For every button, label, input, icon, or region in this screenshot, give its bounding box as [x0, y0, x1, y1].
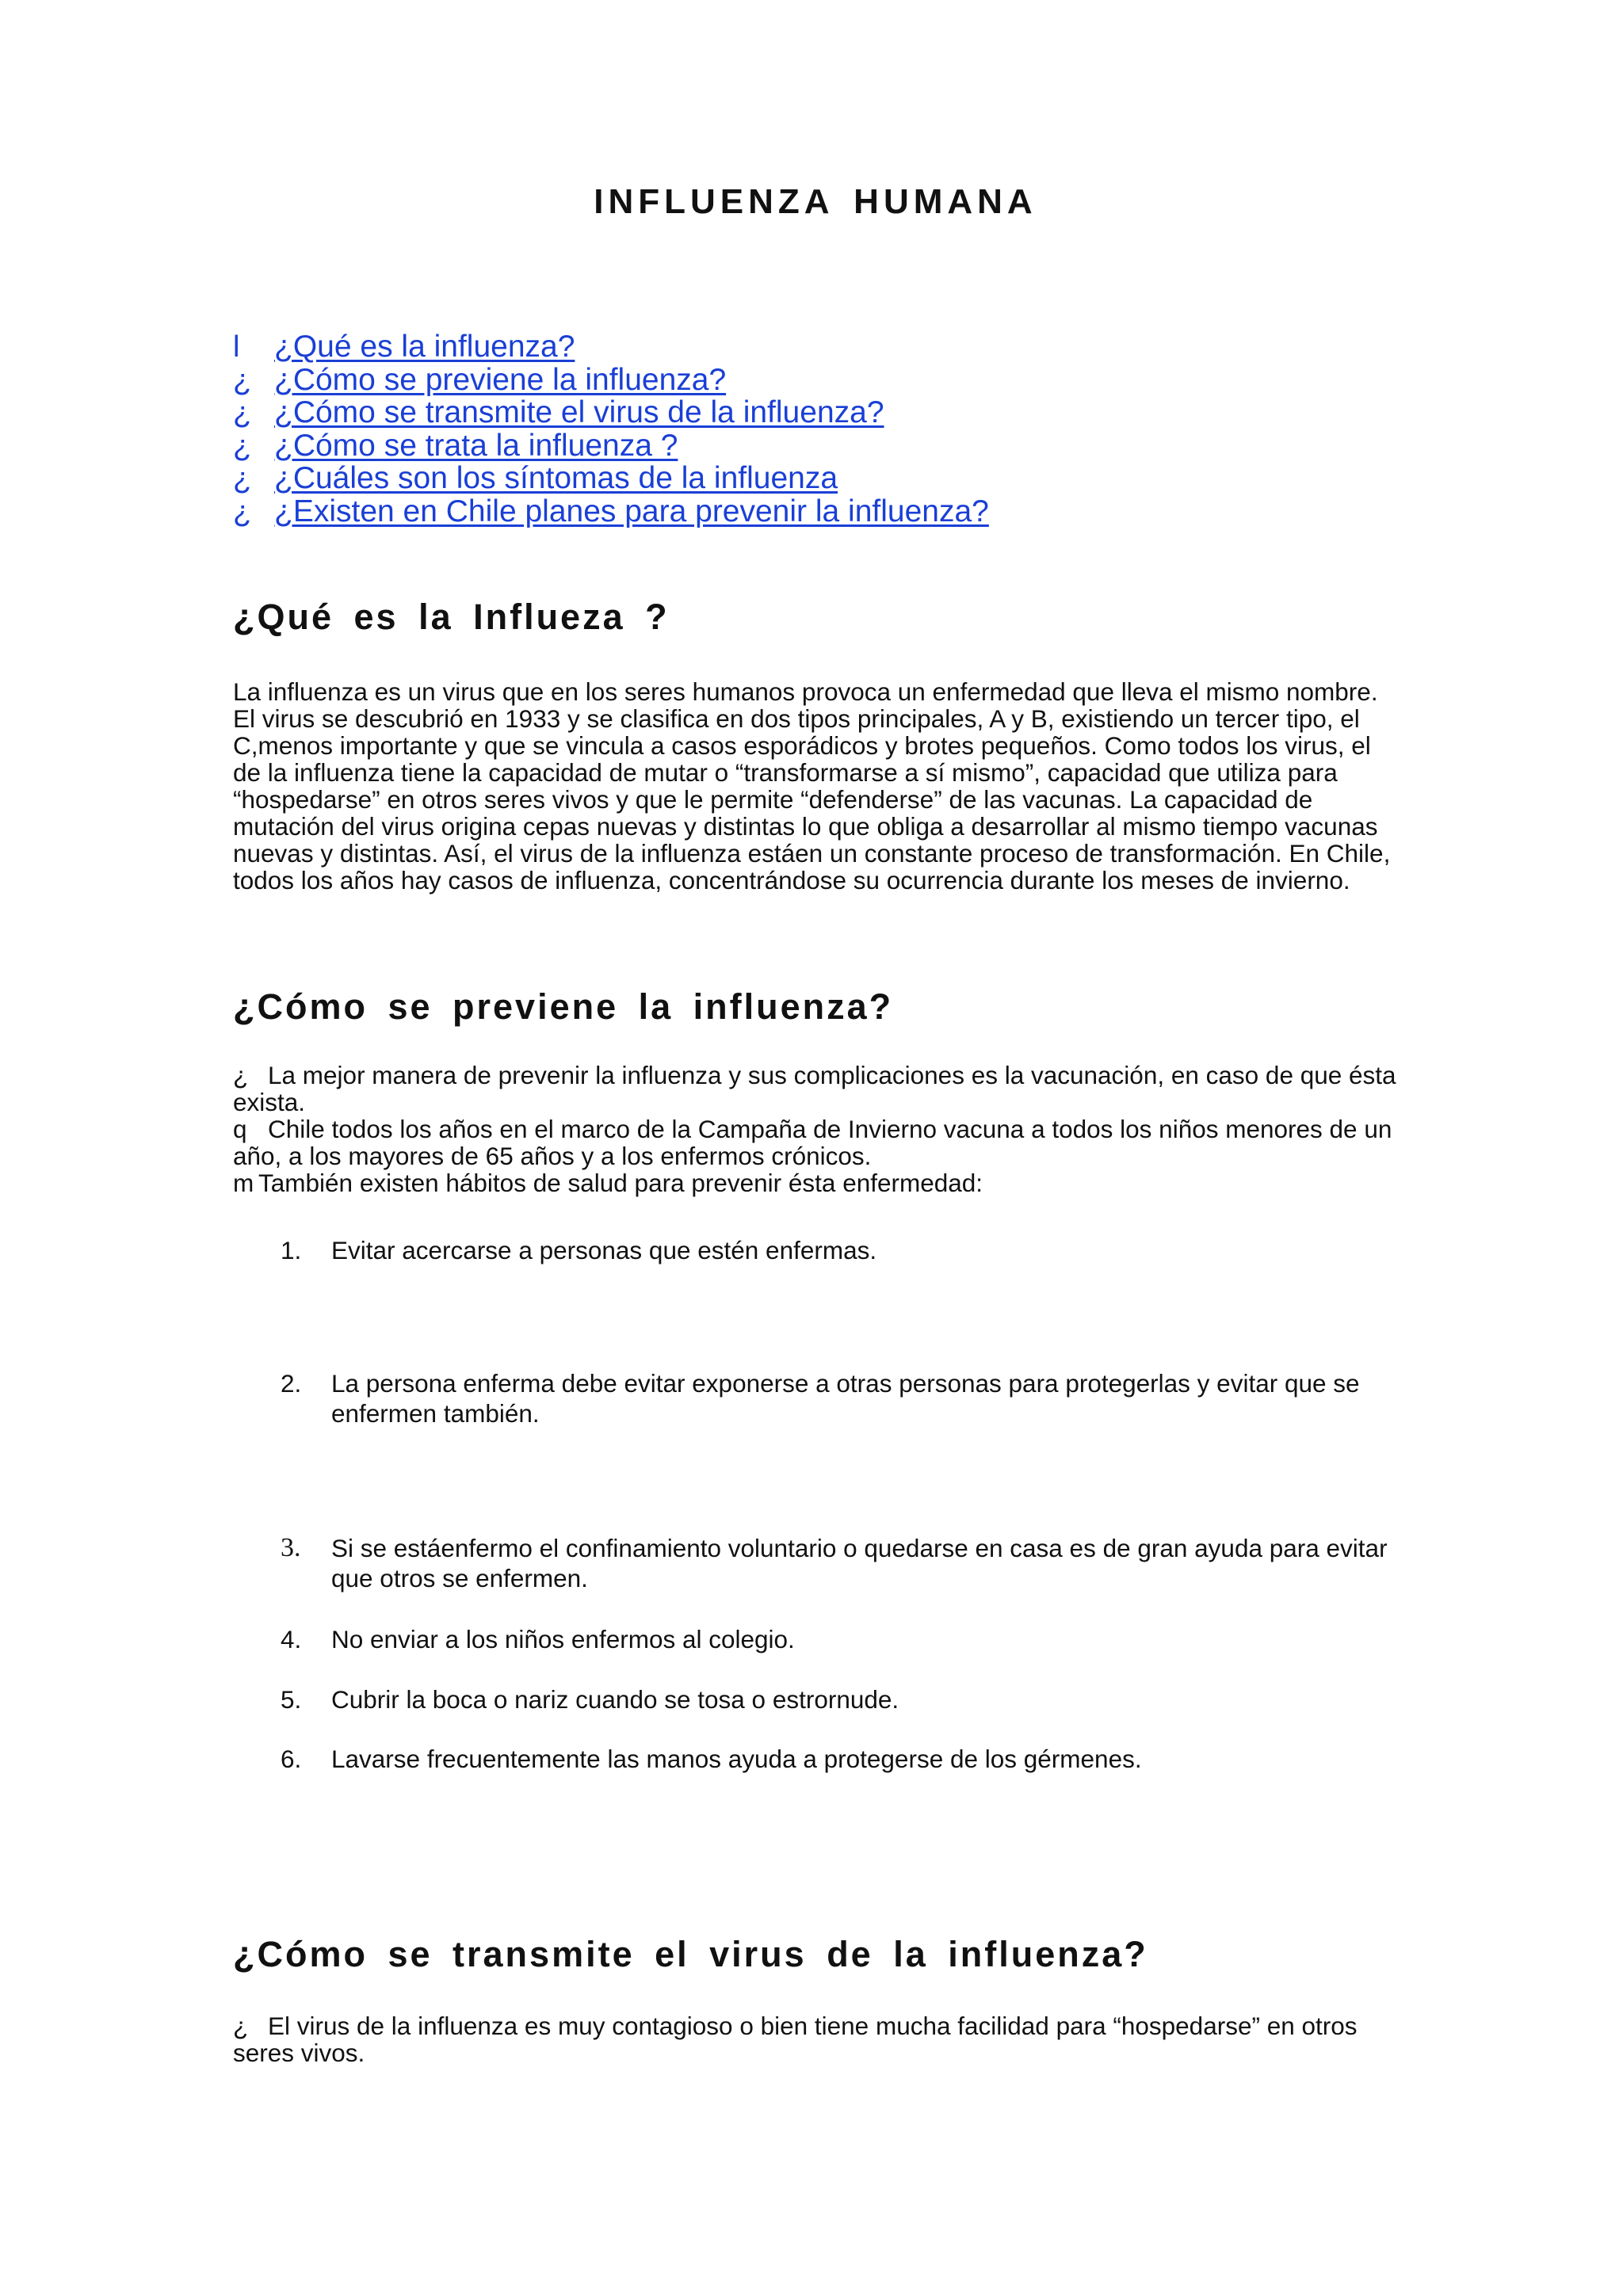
section-heading-como-se-previene: ¿Cómo se previene la influenza?: [233, 986, 894, 1027]
toc-bullet: ¿: [233, 396, 252, 429]
list-text: Si se estáenfermo el confinamiento voluntario o quedarse en casa es de gran ayuda para evitar que otros se enfermen.: [331, 1534, 1388, 1592]
list-number: 3.: [281, 1533, 301, 1562]
paragraph-text: Chile todos los años en el marco de la Campaña de Invierno vacuna a todos los niños menores de un año, a los mayores de 65 años y a los enfermos crónicos.: [233, 1115, 1392, 1170]
prevention-paragraph-campana: [233, 1116, 1398, 1169]
toc-item: [233, 494, 1398, 528]
list-item: [281, 1744, 1398, 1774]
section-heading-que-es: ¿Qué es la Influeza ?: [233, 597, 670, 637]
toc-link-sintomas[interactable]: ¿Cuáles son los síntomas de la influenza: [274, 461, 838, 495]
prevention-paragraph-vacunacion: [233, 1062, 1398, 1116]
list-number: 2.: [281, 1369, 302, 1398]
table-of-contents: [233, 330, 1398, 527]
bullet-symbol: m: [233, 1169, 254, 1197]
toc-item: [233, 461, 1398, 494]
list-text: Evitar acercarse a personas que estén enfermas.: [331, 1236, 877, 1264]
toc-link-como-se-previene[interactable]: ¿Cómo se previene la influenza?: [274, 362, 727, 397]
toc-link-planes-chile[interactable]: ¿Existen en Chile planes para prevenir la influenza?: [274, 494, 989, 528]
list-item: [281, 1533, 1398, 1593]
toc-bullet: l: [233, 330, 240, 364]
paragraph-text: El virus de la influenza es muy contagioso o bien tiene mucha facilidad para “hospedarse” en otros seres vivos.: [233, 2012, 1358, 2067]
list-text: Lavarse frecuentemente las manos ayuda a protegerse de los gérmenes.: [331, 1745, 1142, 1773]
prevention-paragraph-habitos: [233, 1169, 1398, 1196]
list-text: La persona enferma debe evitar exponerse a otras personas para protegerlas y evitar que se enfermen también.: [331, 1369, 1360, 1428]
toc-bullet: ¿: [233, 494, 252, 528]
page-title: INFLUENZA HUMANA: [594, 182, 1037, 221]
toc-link-como-se-transmite[interactable]: ¿Cómo se transmite el virus de la influenza?: [274, 395, 884, 429]
list-text: No enviar a los niños enfermos al colegio.: [331, 1625, 795, 1653]
toc-item: [233, 395, 1398, 429]
section-heading-como-se-transmite: ¿Cómo se transmite el virus de la influenza?: [233, 1934, 1148, 1974]
toc-bullet: ¿: [233, 429, 252, 463]
toc-link-que-es[interactable]: ¿Qué es la influenza?: [274, 330, 575, 364]
toc-link-como-se-trata[interactable]: ¿Cómo se trata la influenza ?: [274, 428, 678, 463]
list-item: [281, 1235, 1398, 1265]
list-number: 6.: [281, 1745, 302, 1773]
bullet-symbol: q: [233, 1115, 247, 1143]
toc-item: [233, 330, 1398, 363]
section-paragraph-que-es: La influenza es un virus que en los seres humanos provoca un enfermedad que lleva el mismo nombre. El virus se descubrió en 1933 y se clasifica en dos tipos principales, A y B, existiendo un tercer tipo, el C,menos importante y que se vincula a casos esporádicos y brotes pequeños. Como todos los virus, el de la influenza tiene la capacidad de mutar o “transformarse a sí mismo”, capacidad que utiliza para “hospedarse” en otros seres vivos y que le permite “defenderse” de las vacunas. La capacidad de mutación del virus origina cepas nuevas y distintas lo que obliga a desarrollar al mismo tiempo vacunas nuevas y distintas. Así, el virus de la influenza estáen un constante proceso de transformación. En Chile, todos los años hay casos de influenza, concentrándose su ocurrencia durante los meses de invierno.: [233, 677, 1391, 894]
list-number: 4.: [281, 1625, 302, 1653]
bullet-symbol: ¿: [233, 1061, 249, 1089]
list-item: [281, 1368, 1398, 1428]
list-number: 5.: [281, 1685, 302, 1714]
toc-item: [233, 363, 1398, 396]
bullet-symbol: ¿: [233, 2012, 249, 2040]
list-item: [281, 1684, 1398, 1714]
transmission-paragraph: [233, 2012, 1398, 2066]
toc-item: [233, 429, 1398, 462]
list-number: 1.: [281, 1236, 302, 1264]
paragraph-text: También existen hábitos de salud para prevenir ésta enfermedad:: [258, 1169, 983, 1197]
paragraph-text: La mejor manera de prevenir la influenza y sus complicaciones es la vacunación, en caso de que ésta exista.: [233, 1061, 1396, 1116]
toc-bullet: ¿: [233, 462, 252, 495]
list-item: [281, 1624, 1398, 1654]
list-text: Cubrir la boca o nariz cuando se tosa o estrornude.: [331, 1685, 899, 1714]
toc-bullet: ¿: [233, 363, 252, 397]
